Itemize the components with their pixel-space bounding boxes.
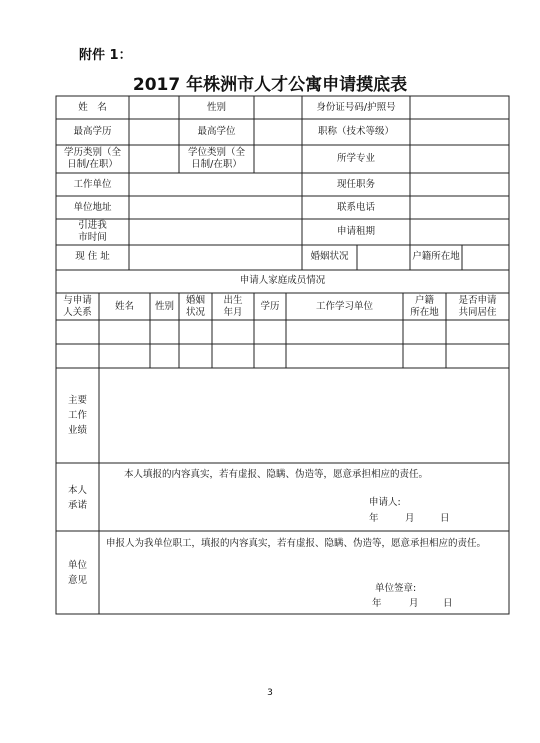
attachment-label: 附件 1： <box>79 48 132 63</box>
header-birth-line2: 年月 <box>223 307 243 318</box>
pledge-day: 日 <box>440 513 450 524</box>
header-hukou-line1: 户籍 <box>414 295 434 306</box>
label-hukou: 户籍所在地 <box>412 251 460 262</box>
pledge-label-line1: 本人 <box>67 485 87 496</box>
unit-signer-label: 单位签章: <box>375 583 417 594</box>
label-lease-term: 申请租期 <box>336 226 375 237</box>
header-marital-line1: 婚姻 <box>185 295 205 306</box>
header-birth-line1: 出生 <box>223 295 243 306</box>
label-position: 现任职务 <box>336 179 375 190</box>
unit-opinion-label-line1: 单位 <box>67 560 87 571</box>
label-gender: 性别 <box>206 102 226 113</box>
form-title: 2017 年株洲市人才公寓申请摸底表 <box>132 75 408 95</box>
achievements-label-line2: 工作 <box>67 410 87 421</box>
unit-year: 年 <box>372 598 382 609</box>
header-marital-line2: 状况 <box>185 307 205 318</box>
label-education-type-line2: 日制/在职） <box>67 159 118 170</box>
achievements-label-line1: 主要 <box>67 395 87 406</box>
family-section-title: 申请人家庭成员情况 <box>239 275 326 286</box>
label-employer-address: 单位地址 <box>73 202 112 213</box>
pledge-month: 月 <box>405 513 415 524</box>
header-hukou-line2: 所在地 <box>410 307 439 318</box>
pledge-label-line2: 承诺 <box>67 500 87 511</box>
label-name: 姓 名 <box>78 102 107 113</box>
label-address: 现 住 址 <box>75 251 110 262</box>
label-marital-status: 婚姻状况 <box>310 251 349 262</box>
achievements-label-line3: 业绩 <box>67 425 87 436</box>
pledge-signer-label: 申请人: <box>369 497 401 508</box>
label-degree-type-line2: 日制/在职） <box>191 159 242 170</box>
label-education-type-line1: 学历类别（全 <box>63 147 121 158</box>
header-member-education: 学历 <box>260 301 280 312</box>
header-member-name: 姓名 <box>114 301 134 312</box>
label-major: 所学专业 <box>336 153 375 164</box>
header-relation-line2: 人关系 <box>63 307 92 318</box>
unit-day: 日 <box>443 598 453 609</box>
pledge-text: 本人填报的内容真实，若有虚报、隐瞒、伪造等，愿意承担相应的责任。 <box>124 469 429 480</box>
label-employer: 工作单位 <box>73 179 112 190</box>
header-member-gender: 性别 <box>154 301 174 312</box>
page-number: 3 <box>267 688 273 698</box>
unit-opinion-label-line2: 意见 <box>67 575 87 586</box>
header-work-unit: 工作学习单位 <box>315 301 373 312</box>
label-phone: 联系电话 <box>336 202 375 213</box>
pledge-year: 年 <box>369 513 379 524</box>
label-highest-degree: 最高学位 <box>197 126 236 137</box>
label-intro-time-line1: 引进我 <box>78 220 107 231</box>
header-cohabit-line2: 共同居住 <box>458 307 497 318</box>
label-degree-type-line1: 学位类别（全 <box>187 147 245 158</box>
header-relation-line1: 与申请 <box>63 295 92 306</box>
unit-month: 月 <box>409 598 419 609</box>
label-highest-education: 最高学历 <box>73 126 112 137</box>
header-cohabit-line1: 是否申请 <box>458 295 497 306</box>
unit-opinion-text: 申报人为我单位职工，填报的内容真实，若有虚报、隐瞒、伪造等，愿意承担相应的责任。 <box>106 538 487 549</box>
label-intro-time-line2: 市时间 <box>78 232 107 243</box>
label-id-number: 身份证号码/护照号 <box>316 102 396 113</box>
label-title-level: 职称（技术等级） <box>317 126 394 137</box>
